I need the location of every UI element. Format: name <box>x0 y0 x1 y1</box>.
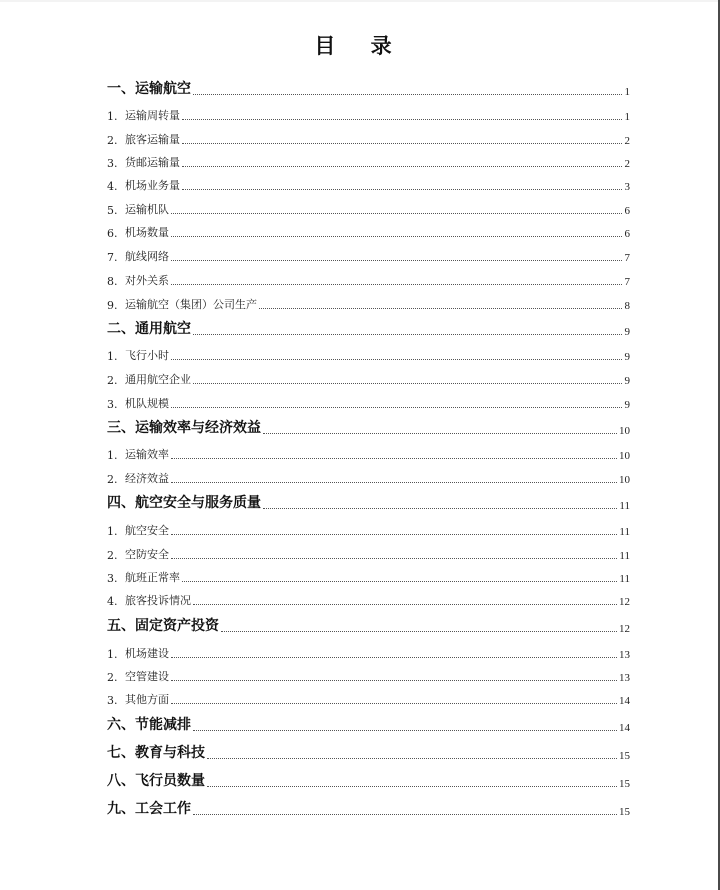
toc-entry-number: 五、 <box>107 618 135 634</box>
toc-subsection-entry[interactable] <box>107 546 630 562</box>
toc-subsection-entry[interactable] <box>107 668 630 684</box>
toc-entry-label: 运输航空（集团）公司生产 <box>125 298 257 311</box>
toc-subsection-entry[interactable] <box>107 201 630 217</box>
dotted-leader <box>171 236 622 237</box>
toc-entry-number: 七、 <box>107 745 135 761</box>
toc-entry-number: 八、 <box>107 773 135 789</box>
dotted-leader <box>182 143 622 144</box>
toc-section-entry[interactable] <box>107 78 630 98</box>
toc-subsection-entry[interactable] <box>107 248 630 264</box>
toc-entry-page-number: 14 <box>619 722 630 734</box>
toc-section-entry[interactable] <box>107 742 630 762</box>
toc-entry-page-number: 14 <box>619 695 630 707</box>
toc-entry-label: 运输航空 <box>135 81 191 97</box>
dotted-leader <box>193 604 617 605</box>
toc-entry-number: 6. <box>107 227 118 240</box>
toc-subsection-entry[interactable] <box>107 224 630 240</box>
toc-entry-page-number: 6 <box>624 228 630 240</box>
toc-entry-number: 九、 <box>107 801 135 817</box>
dotted-leader <box>171 657 617 658</box>
dotted-leader <box>182 189 622 190</box>
dotted-leader <box>221 631 617 632</box>
toc-entry-number: 3. <box>107 398 118 411</box>
toc-entry-number: 4. <box>107 595 118 608</box>
toc-entry-page-number: 11 <box>619 550 630 562</box>
toc-entry-page-number: 1 <box>624 86 630 98</box>
dotted-leader <box>171 260 622 261</box>
toc-subsection-entry[interactable] <box>107 470 630 486</box>
toc-entry-page-number: 12 <box>619 623 630 635</box>
toc-entry-page-number: 8 <box>624 300 630 312</box>
toc-entry-page-number: 2 <box>624 135 630 147</box>
toc-entry-label: 机场业务量 <box>125 179 180 192</box>
toc-subsection-entry[interactable] <box>107 347 630 363</box>
toc-entry-page-number: 13 <box>619 672 630 684</box>
dotted-leader <box>193 383 622 384</box>
dotted-leader <box>171 558 617 559</box>
toc-entry-number: 1. <box>107 449 118 462</box>
toc-entry-number: 3. <box>107 157 118 170</box>
toc-subsection-entry[interactable] <box>107 107 630 123</box>
toc-entry-number: 一、 <box>107 81 135 97</box>
dotted-leader <box>207 758 617 759</box>
dotted-leader <box>193 730 617 731</box>
toc-entry-number: 9. <box>107 299 118 312</box>
toc-entry-number: 2. <box>107 134 118 147</box>
toc-subsection-entry[interactable] <box>107 296 630 312</box>
toc-entry-label: 经济效益 <box>125 472 169 485</box>
toc-entry-page-number: 9 <box>624 326 630 338</box>
dotted-leader <box>171 407 622 408</box>
toc-section-entry[interactable] <box>107 492 630 512</box>
dotted-leader <box>182 166 622 167</box>
dotted-leader <box>193 814 617 815</box>
toc-entry-label: 其他方面 <box>125 693 169 706</box>
toc-entry-label: 飞行员数量 <box>135 773 205 789</box>
dotted-leader <box>182 119 622 120</box>
toc-subsection-entry[interactable] <box>107 395 630 411</box>
toc-entry-page-number: 15 <box>619 750 630 762</box>
toc-entry-page-number: 1 <box>624 111 630 123</box>
toc-entry-number: 2. <box>107 374 118 387</box>
toc-entry-number: 二、 <box>107 321 135 337</box>
toc-subsection-entry[interactable] <box>107 522 630 538</box>
toc-entry-label: 旅客运输量 <box>125 133 180 146</box>
toc-entry-number: 2. <box>107 671 118 684</box>
toc-entry-label: 货邮运输量 <box>125 156 180 169</box>
toc-entry-number: 三、 <box>107 420 135 436</box>
dotted-leader <box>207 786 617 787</box>
toc-entry-label: 教育与科技 <box>135 745 205 761</box>
dotted-leader <box>171 534 617 535</box>
toc-entry-number: 5. <box>107 204 118 217</box>
toc-entry-page-number: 10 <box>619 425 630 437</box>
toc-subsection-entry[interactable] <box>107 645 630 661</box>
toc-entry-number: 1. <box>107 525 118 538</box>
toc-entry-number: 1. <box>107 110 118 123</box>
toc-subsection-entry[interactable] <box>107 177 630 193</box>
dotted-leader <box>193 94 622 95</box>
toc-entry-label: 飞行小时 <box>125 349 169 362</box>
toc-entry-label: 对外关系 <box>125 274 169 287</box>
toc-entry-page-number: 2 <box>624 158 630 170</box>
toc-entry-page-number: 12 <box>619 596 630 608</box>
toc-entry-page-number: 15 <box>619 806 630 818</box>
toc-entry-label: 工会工作 <box>135 801 191 817</box>
toc-entry-label: 旅客投诉情况 <box>125 594 191 607</box>
dotted-leader <box>263 508 617 509</box>
toc-section-entry[interactable] <box>107 417 630 437</box>
toc-entry-label: 空防安全 <box>125 548 169 561</box>
toc-subsection-entry[interactable] <box>107 592 630 608</box>
toc-entry-page-number: 10 <box>619 474 630 486</box>
dotted-leader <box>171 458 617 459</box>
toc-entry-number: 2. <box>107 473 118 486</box>
dotted-leader <box>171 482 617 483</box>
toc-entry-label: 运输机队 <box>125 203 169 216</box>
toc-entry-page-number: 7 <box>624 252 630 264</box>
toc-subsection-entry[interactable] <box>107 154 630 170</box>
toc-entry-label: 通用航空企业 <box>125 373 191 386</box>
toc-subsection-entry[interactable] <box>107 691 630 707</box>
toc-entry-label: 运输效率与经济效益 <box>135 420 261 436</box>
toc-section-entry[interactable] <box>107 318 630 338</box>
toc-entry-label: 空管建设 <box>125 670 169 683</box>
dotted-leader <box>171 680 617 681</box>
dotted-leader <box>171 703 617 704</box>
toc-entry-label: 通用航空 <box>135 321 191 337</box>
toc-section-entry[interactable] <box>107 798 630 818</box>
page-title: 目 录 <box>314 34 406 58</box>
toc-subsection-entry[interactable] <box>107 371 630 387</box>
toc-entry-page-number: 15 <box>619 778 630 790</box>
toc-entry-number: 8. <box>107 275 118 288</box>
toc-entry-number: 3. <box>107 694 118 707</box>
toc-entry-page-number: 13 <box>619 649 630 661</box>
toc-entry-label: 机场建设 <box>125 647 169 660</box>
toc-entry-page-number: 9 <box>624 399 630 411</box>
toc-subsection-entry[interactable] <box>107 569 630 585</box>
toc-section-entry[interactable] <box>107 714 630 734</box>
toc-entry-label: 航班正常率 <box>125 571 180 584</box>
toc-entry-label: 运输效率 <box>125 448 169 461</box>
dotted-leader <box>171 213 622 214</box>
toc-entry-label: 运输周转量 <box>125 109 180 122</box>
dotted-leader <box>171 359 622 360</box>
toc-subsection-entry[interactable] <box>107 131 630 147</box>
toc-entry-number: 六、 <box>107 717 135 733</box>
toc-subsection-entry[interactable] <box>107 446 630 462</box>
toc-entry-page-number: 6 <box>624 205 630 217</box>
toc-entry-label: 节能减排 <box>135 717 191 733</box>
toc-entry-page-number: 11 <box>619 573 630 585</box>
toc-entry-number: 3. <box>107 572 118 585</box>
dotted-leader <box>193 334 622 335</box>
toc-entry-label: 固定资产投资 <box>135 618 219 634</box>
toc-entry-label: 航空安全与服务质量 <box>135 495 261 511</box>
toc-entry-number: 四、 <box>107 495 135 511</box>
toc-entry-label: 机场数量 <box>125 226 169 239</box>
toc-entry-page-number: 9 <box>624 375 630 387</box>
dotted-leader <box>259 308 622 309</box>
toc-entry-page-number: 10 <box>619 450 630 462</box>
dotted-leader <box>171 284 622 285</box>
dotted-leader <box>263 433 617 434</box>
toc-section-entry[interactable] <box>107 770 630 790</box>
dotted-leader <box>182 581 617 582</box>
toc-section-entry[interactable] <box>107 615 630 635</box>
toc-entry-page-number: 3 <box>624 181 630 193</box>
toc-entry-number: 4. <box>107 180 118 193</box>
toc-entry-page-number: 7 <box>624 276 630 288</box>
toc-entry-page-number: 11 <box>619 526 630 538</box>
toc-entry-page-number: 9 <box>624 351 630 363</box>
toc-entry-label: 机队规模 <box>125 397 169 410</box>
toc-entry-number: 1. <box>107 350 118 363</box>
toc-entry-number: 7. <box>107 251 118 264</box>
toc-entry-number: 1. <box>107 648 118 661</box>
toc-entry-label: 航线网络 <box>125 250 169 263</box>
toc-entry-page-number: 11 <box>619 500 630 512</box>
toc-entry-label: 航空安全 <box>125 524 169 537</box>
toc-subsection-entry[interactable] <box>107 272 630 288</box>
toc-entry-number: 2. <box>107 549 118 562</box>
